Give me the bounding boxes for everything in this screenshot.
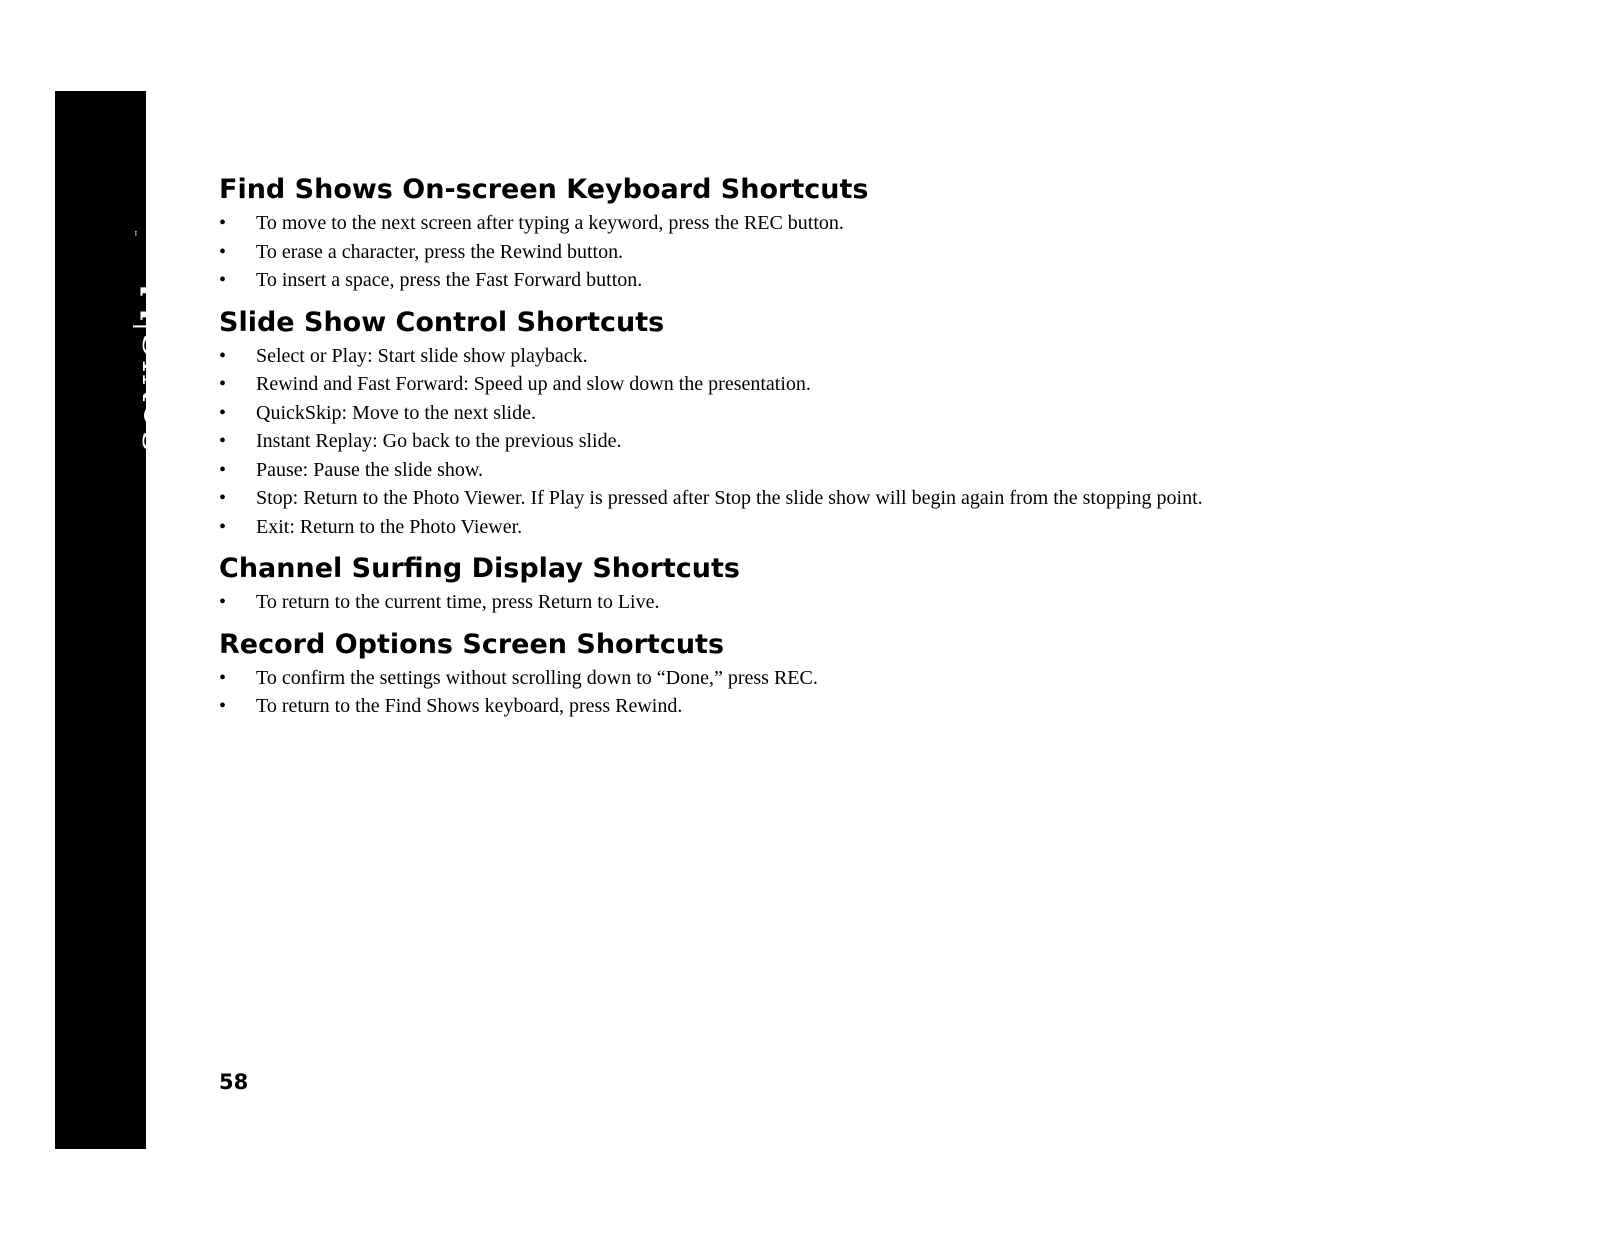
- list-item: • To return to the Find Shows keyboard, press Rewind.: [219, 692, 1579, 721]
- logo-blue-text: blue: [135, 237, 175, 321]
- section-find-shows-shortcuts: [219, 172, 1579, 295]
- page-number: 58: [219, 1070, 249, 1094]
- bullet-list: [219, 588, 1579, 617]
- logo-sonic-suffix: NIC: [135, 332, 175, 403]
- list-item: • Stop: Return to the Photo Viewer. If Play is pressed after Stop the slide show will begin again from the stopping point.: [219, 484, 1579, 513]
- list-item: • To confirm the settings without scrolling down to “Done,” press REC.: [219, 664, 1579, 693]
- sonicblue-logo: [133, 230, 177, 453]
- sidebar-band: [55, 91, 175, 1149]
- list-item: • To erase a character, press the Rewind button.: [219, 238, 1579, 267]
- section-heading: Slide Show Control Shortcuts: [219, 306, 665, 338]
- page-content: [219, 172, 1579, 721]
- list-item: • To insert a space, press the Fast Forward button.: [219, 266, 1579, 295]
- section-record-options-shortcuts: [219, 627, 1579, 721]
- list-item: • Exit: Return to the Photo Viewer.: [219, 513, 1579, 542]
- logo-dot-icon: [144, 405, 166, 427]
- list-item: • To return to the current time, press Return to Live.: [219, 588, 1579, 617]
- logo-trademark: ™: [134, 229, 142, 237]
- bullet-list: [219, 342, 1579, 542]
- section-heading: Record Options Screen Shortcuts: [219, 628, 725, 660]
- list-item: • Rewind and Fast Forward: Speed up and slow down the presentation.: [219, 370, 1579, 399]
- bullet-list: [219, 664, 1579, 721]
- logo-divider: [133, 326, 177, 328]
- list-item: • Instant Replay: Go back to the previous slide.: [219, 427, 1579, 456]
- section-slide-show-shortcuts: [219, 305, 1579, 542]
- list-item: • Select or Play: Start slide show playback.: [219, 342, 1579, 371]
- section-channel-surfing-shortcuts: [219, 551, 1579, 617]
- logo-sonic-prefix: S: [135, 428, 175, 453]
- list-item: • Pause: Pause the slide show.: [219, 456, 1579, 485]
- section-heading: Channel Surfing Display Shortcuts: [219, 553, 740, 584]
- list-item: • QuickSkip: Move to the next slide.: [219, 399, 1579, 428]
- logo-sonic-text: [135, 332, 175, 453]
- section-heading: Find Shows On-screen Keyboard Shortcuts: [219, 174, 869, 205]
- bullet-list: [219, 209, 1579, 295]
- list-item: • To move to the next screen after typing a keyword, press the REC button.: [219, 209, 1579, 238]
